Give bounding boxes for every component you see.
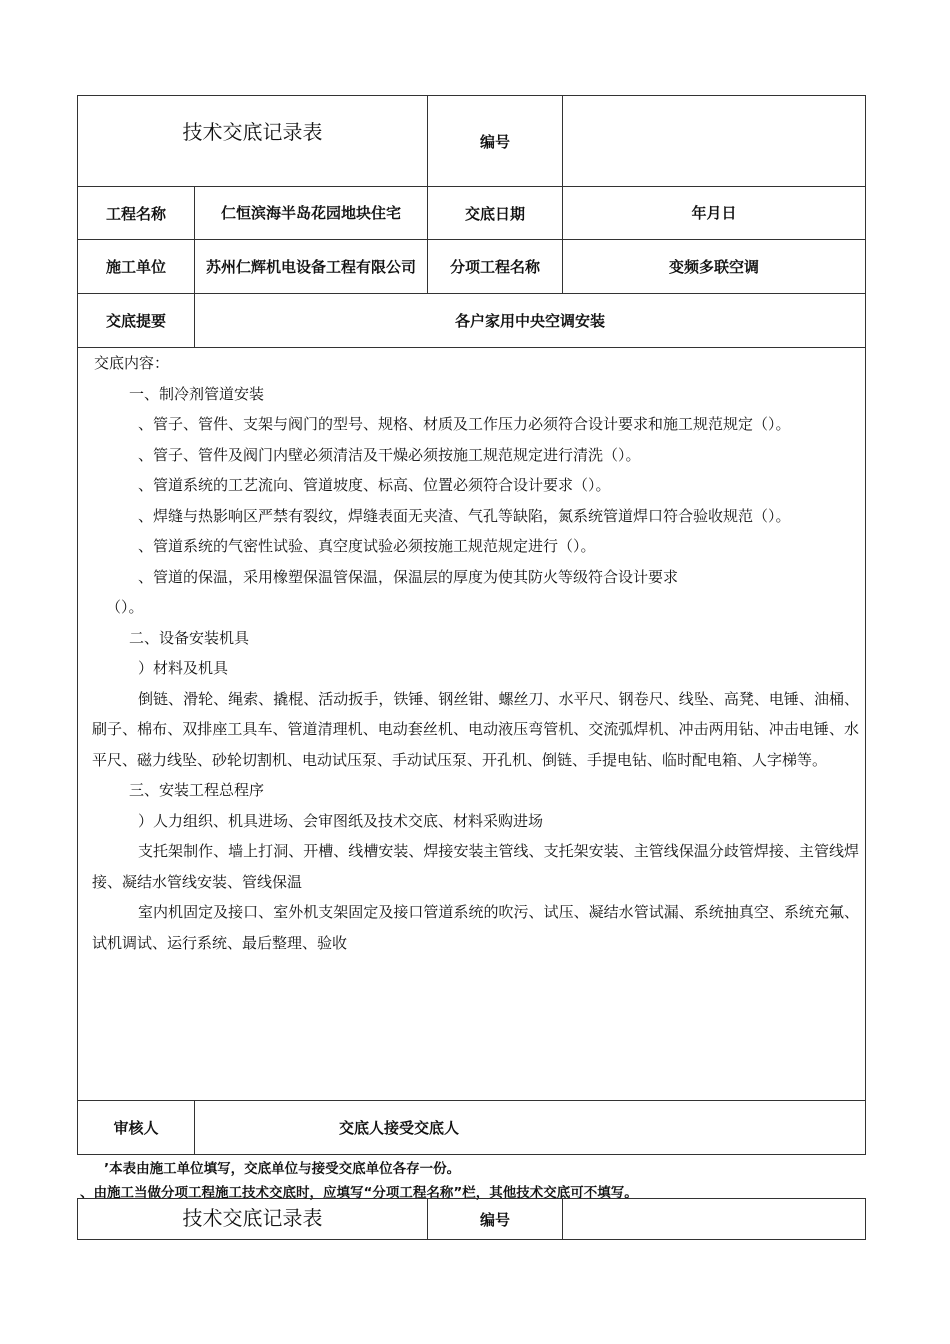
summary-value: 各户家用中央空调安装 <box>195 294 866 348</box>
serial-value <box>563 96 866 187</box>
note-line: ’本表由施工单位填写，交底单位与接受交底单位各存一份。 <box>104 1161 461 1177</box>
section-2-text: 倒链、滑轮、绳索、撬棍、活动扳手，铁锤、钢丝钳、螺丝刀、水平尺、钢卷尺、线坠、高凳、电锤、油桶、刷子、棉布、双排座工具车、管道清理机、电动套丝机、电动液压弯管机、交流弧焊机、冲击两用钻、冲击电锤、水平尺、磁力线坠、砂轮切割机、电动试压泵、手动试压泵、开孔机、倒链、手提电钻、临时配电箱、人字梯等。 <box>92 689 859 769</box>
section-1-item: 、管道系统的工艺流向、管道坡度、标高、位置必须符合设计要求（）。 <box>138 476 611 494</box>
form-title: 技术交底记录表 <box>78 96 428 187</box>
section-1-item-tail: （）。 <box>106 598 144 616</box>
date-label: 交底日期 <box>428 187 563 240</box>
content-cell <box>78 348 866 1101</box>
tech-briefing-form <box>77 95 866 1155</box>
note-line: 、由施工当做分项工程施工技术交底时，应填写“分项工程名称”栏，其他技术交底可不填写。 <box>80 1185 638 1201</box>
section-1-item: 、管道的保温，采用橡塑保温管保温，保温层的厚度为使其防火等级符合设计要求 <box>138 567 679 586</box>
section-3-subtitle: ）人力组织、机具进场、会审图纸及技术交底、材料采购进场 <box>138 811 544 830</box>
section-2-title: 二、设备安装机具 <box>129 628 250 647</box>
section-1-item: 、管子、管件及阀门内壁必须清洁及干燥必须按施工规范规定进行清洗（）。 <box>138 445 641 464</box>
serial-label: 编号 <box>428 96 563 187</box>
section-1-title: 一、制冷剂管道安装 <box>129 384 265 403</box>
contractor-value: 苏州仁辉机电设备工程有限公司 <box>195 240 428 294</box>
content-heading: 交底内容： <box>94 354 170 372</box>
serial-value <box>563 1199 866 1240</box>
subproject-label: 分项工程名称 <box>428 240 563 294</box>
summary-label: 交底提要 <box>78 294 195 348</box>
section-3-paragraph: 支托架制作、墙上打洞、开槽、线槽安装、焊接安装主管线、支托架安装、主管线保温分歧管焊接、主管线焊接、凝结水管线安装、管线保温 <box>92 842 859 891</box>
section-1-item: 、管子、管件、支架与阀门的型号、规格、材质及工作压力必须符合设计要求和施工规范规定（）。 <box>138 415 791 433</box>
subproject-value: 变频多联空调 <box>563 240 866 294</box>
signoff-labels: 交底人接受交底人 <box>195 1101 866 1155</box>
serial-label: 编号 <box>428 1199 563 1240</box>
section-1-item: 、管道系统的气密性试验、真空度试验必须按施工规范规定进行（）。 <box>138 537 596 555</box>
reviewer-label: 审核人 <box>78 1101 195 1155</box>
form-title: 技术交底记录表 <box>78 1199 428 1240</box>
project-label: 工程名称 <box>78 187 195 240</box>
tech-briefing-form-next <box>77 1198 866 1240</box>
section-1-item: 、焊缝与热影响区严禁有裂纹，焊缝表面无夹渣、气孔等缺陷，氮系统管道焊口符合验收规范（）。 <box>138 506 791 525</box>
contractor-label: 施工单位 <box>78 240 195 294</box>
project-value: 仁恒滨海半岛花园地块住宅 <box>195 187 428 240</box>
date-value: 年月日 <box>563 187 866 240</box>
section-3-paragraph: 室内机固定及接口、室外机支架固定及接口管道系统的吹污、试压、凝结水管试漏、系统抽真空、系统充氟、试机调试、运行系统、最后整理、验收 <box>92 903 859 952</box>
section-3-title: 三、安装工程总程序 <box>129 781 265 799</box>
section-2-subtitle: ）材料及机具 <box>138 659 229 677</box>
